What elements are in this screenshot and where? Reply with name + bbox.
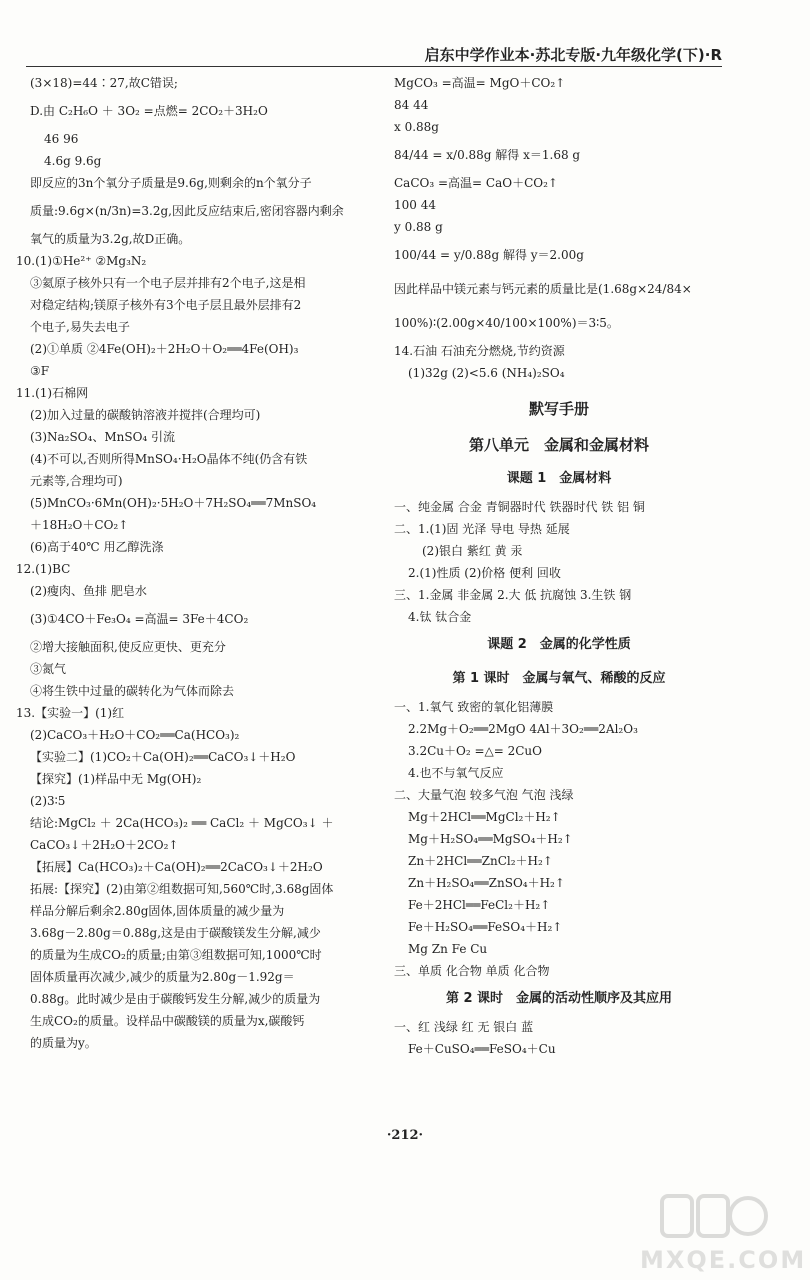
text-line: 【拓展】Ca(HCO₃)₂＋Ca(OH)₂══2CaCO₃↓＋2H₂O bbox=[30, 860, 323, 874]
text-line: 一、1.氧气 致密的氧化铝薄膜 bbox=[394, 700, 554, 714]
text-line: 二、大量气泡 较多气泡 气泡 浅绿 bbox=[394, 788, 574, 802]
text-line: 46 96 bbox=[44, 132, 79, 146]
text-line: (1)32g (2)<5.6 (NH₄)₂SO₄ bbox=[408, 366, 565, 380]
text-line: 2.2Mg＋O₂══2MgO 4Al＋3O₂══2Al₂O₃ bbox=[408, 722, 638, 736]
text-line: 11.(1)石棉网 bbox=[16, 386, 89, 400]
text-line: 13.【实验一】(1)红 bbox=[16, 706, 125, 720]
text-line: 100%)∶(2.00g×40/100×100%)＝3∶5。 bbox=[394, 316, 619, 330]
text-line: 拓展:【探究】(2)由第②组数据可知,560℃时,3.68g固体 bbox=[30, 882, 334, 896]
text-line: y 0.88 g bbox=[394, 220, 443, 234]
dictation-title: 默写手册 bbox=[528, 400, 589, 418]
text-line: 84 44 bbox=[394, 98, 429, 112]
running-header: 启东中学作业本·苏北专版·九年级化学(下)·R bbox=[424, 46, 722, 64]
lesson-title: 课题 1 金属材料 bbox=[506, 471, 612, 486]
text-line: Fe＋H₂SO₄══FeSO₄＋H₂↑ bbox=[408, 920, 563, 934]
text-line: D.由 C₂H₆O ＋ 3O₂ =点燃= 2CO₂＋3H₂O bbox=[30, 104, 268, 118]
text-line: 0.88g。此时减少是由于碳酸钙发生分解,减少的质量为 bbox=[30, 992, 321, 1006]
text-line: 因此样品中镁元素与钙元素的质量比是(1.68g×24/84× bbox=[394, 282, 692, 296]
text-line: 3.2Cu＋O₂ =△= 2CuO bbox=[408, 744, 542, 758]
text-line: 【实验二】(1)CO₂＋Ca(OH)₂══CaCO₃↓＋H₂O bbox=[30, 750, 296, 764]
text-line: CaCO₃ =高温= CaO＋CO₂↑ bbox=[394, 176, 558, 190]
text-line: Mg＋H₂SO₄══MgSO₄＋H₂↑ bbox=[408, 832, 573, 846]
header-rule bbox=[26, 66, 722, 67]
text-line: (2)①单质 ②4Fe(OH)₂＋2H₂O＋O₂══4Fe(OH)₃ bbox=[30, 342, 299, 356]
text-line: CaCO₃↓＋2H₂O＋2CO₂↑ bbox=[30, 838, 179, 852]
text-line: (3)Na₂SO₄、MnSO₄ 引流 bbox=[30, 430, 176, 444]
text-line: 4.也不与氧气反应 bbox=[408, 766, 504, 780]
text-line: Mg Zn Fe Cu bbox=[408, 942, 488, 956]
text-line: 即反应的3n个氧分子质量是9.6g,则剩余的n个氧分子 bbox=[30, 176, 312, 190]
text-line: Fe＋2HCl══FeCl₂＋H₂↑ bbox=[408, 898, 551, 912]
lesson-title: 课题 2 金属的化学性质 bbox=[487, 637, 631, 652]
text-line: ＋18H₂O＋CO₂↑ bbox=[30, 518, 129, 532]
text-line: MgCO₃ =高温= MgO＋CO₂↑ bbox=[394, 76, 566, 90]
text-line: 10.(1)①He²⁺ ②Mg₃N₂ bbox=[16, 254, 147, 268]
text-line: 100/44 = y/0.88g 解得 y＝2.00g bbox=[394, 248, 584, 262]
text-line: (3×18)=44∶27,故C错误; bbox=[30, 76, 178, 90]
text-line: 4.钛 钛合金 bbox=[408, 610, 472, 624]
text-line: 三、1.金属 非金属 2.大 低 抗腐蚀 3.生铁 钢 bbox=[394, 588, 632, 602]
text-line: (3)①4CO＋Fe₃O₄ =高温= 3Fe＋4CO₂ bbox=[30, 612, 249, 626]
text-line: 一、纯金属 合金 青铜器时代 铁器时代 铁 铝 铜 bbox=[394, 500, 645, 514]
text-line: ④将生铁中过量的碳转化为气体而除去 bbox=[30, 684, 235, 698]
text-line: (2)银白 紫红 黄 汞 bbox=[422, 544, 523, 558]
text-line: 结论:MgCl₂ ＋ 2Ca(HCO₃)₂ ══ CaCl₂ ＋ MgCO₃↓ ＋ bbox=[30, 816, 334, 830]
text-line: ③F bbox=[30, 364, 50, 378]
text-line: 二、1.(1)固 光泽 导电 导热 延展 bbox=[394, 522, 570, 536]
text-line: (2)加入过量的碳酸钠溶液并搅拌(合理均可) bbox=[30, 408, 261, 422]
text-line: Zn＋2HCl══ZnCl₂＋H₂↑ bbox=[408, 854, 553, 868]
text-line: 12.(1)BC bbox=[16, 562, 71, 576]
answer-site-logo-icon bbox=[660, 1190, 768, 1242]
text-line: (5)MnCO₃·6Mn(OH)₂·5H₂O＋7H₂SO₄══7MnSO₄ bbox=[30, 496, 317, 510]
text-line: 14.石油 石油充分燃烧,节约资源 bbox=[394, 344, 565, 358]
text-line: 对稳定结构;镁原子核外有3个电子层且最外层排有2 bbox=[30, 298, 302, 312]
text-line: 氧气的质量为3.2g,故D正确。 bbox=[30, 232, 191, 246]
text-line: 生成CO₂的质量。设样品中碳酸镁的质量为x,碳酸钙 bbox=[30, 1014, 305, 1028]
text-line: 3.68g－2.80g＝0.88g,这是由于碳酸镁发生分解,减少 bbox=[30, 926, 321, 940]
text-line: 100 44 bbox=[394, 198, 436, 212]
text-line: Mg＋2HCl══MgCl₂＋H₂↑ bbox=[408, 810, 561, 824]
left-column bbox=[16, 72, 386, 1054]
text-line: (4)不可以,否则所得MnSO₄·H₂O晶体不纯(仍含有铁 bbox=[30, 452, 308, 466]
text-line: x 0.88g bbox=[394, 120, 439, 134]
text-line: (2)3∶5 bbox=[30, 794, 66, 808]
text-line: 的质量为y。 bbox=[30, 1036, 97, 1050]
text-line: ③氮气 bbox=[30, 662, 67, 676]
text-line: 2.(1)性质 (2)价格 便利 回收 bbox=[408, 566, 561, 580]
text-line: 84/44 = x/0.88g 解得 x＝1.68 g bbox=[394, 148, 581, 162]
text-line: 质量:9.6g×(n/3n)=3.2g,因此反应结束后,密闭容器内剩余 bbox=[30, 204, 344, 218]
text-line: 元素等,合理均可) bbox=[30, 474, 123, 488]
text-line: (2)CaCO₃＋H₂O＋CO₂══Ca(HCO₃)₂ bbox=[30, 728, 240, 742]
text-line: 固体质量再次减少,减少的质量为2.80g－1.92g＝ bbox=[30, 970, 295, 984]
text-line: 三、单质 化合物 单质 化合物 bbox=[394, 964, 550, 978]
unit-title: 第八单元 金属和金属材料 bbox=[468, 436, 649, 454]
text-line: 一、红 浅绿 红 无 银白 蓝 bbox=[394, 1020, 534, 1034]
text-line: Zn＋H₂SO₄══ZnSO₄＋H₂↑ bbox=[408, 876, 565, 890]
text-line: 个电子,易失去电子 bbox=[30, 320, 130, 334]
text-line: (6)高于40℃ 用乙醇洗涤 bbox=[30, 540, 164, 554]
page-number: ·212· bbox=[386, 1128, 424, 1143]
text-line: Fe＋CuSO₄══FeSO₄＋Cu bbox=[408, 1042, 556, 1056]
text-line: 样品分解后剩余2.80g固体,固体质量的减少量为 bbox=[30, 904, 285, 918]
text-line: 4.6g 9.6g bbox=[44, 154, 102, 168]
watermark-text: MXQE.COM bbox=[640, 1246, 807, 1274]
text-line: 的质量为生成CO₂的质量;由第③组数据可知,1000℃时 bbox=[30, 948, 322, 962]
text-line: ②增大接触面积,使反应更快、更充分 bbox=[30, 640, 226, 654]
text-line: 【探究】(1)样品中无 Mg(OH)₂ bbox=[30, 772, 202, 786]
right-column bbox=[394, 72, 724, 1060]
text-line: ③氦原子核外只有一个电子层并排有2个电子,这是相 bbox=[30, 276, 306, 290]
text-line: (2)瘦肉、鱼排 肥皂水 bbox=[30, 584, 147, 598]
period-title: 第 2 课时 金属的活动性顺序及其应用 bbox=[445, 991, 673, 1006]
watermark bbox=[640, 1190, 807, 1274]
period-title: 第 1 课时 金属与氧气、稀酸的反应 bbox=[452, 671, 666, 686]
